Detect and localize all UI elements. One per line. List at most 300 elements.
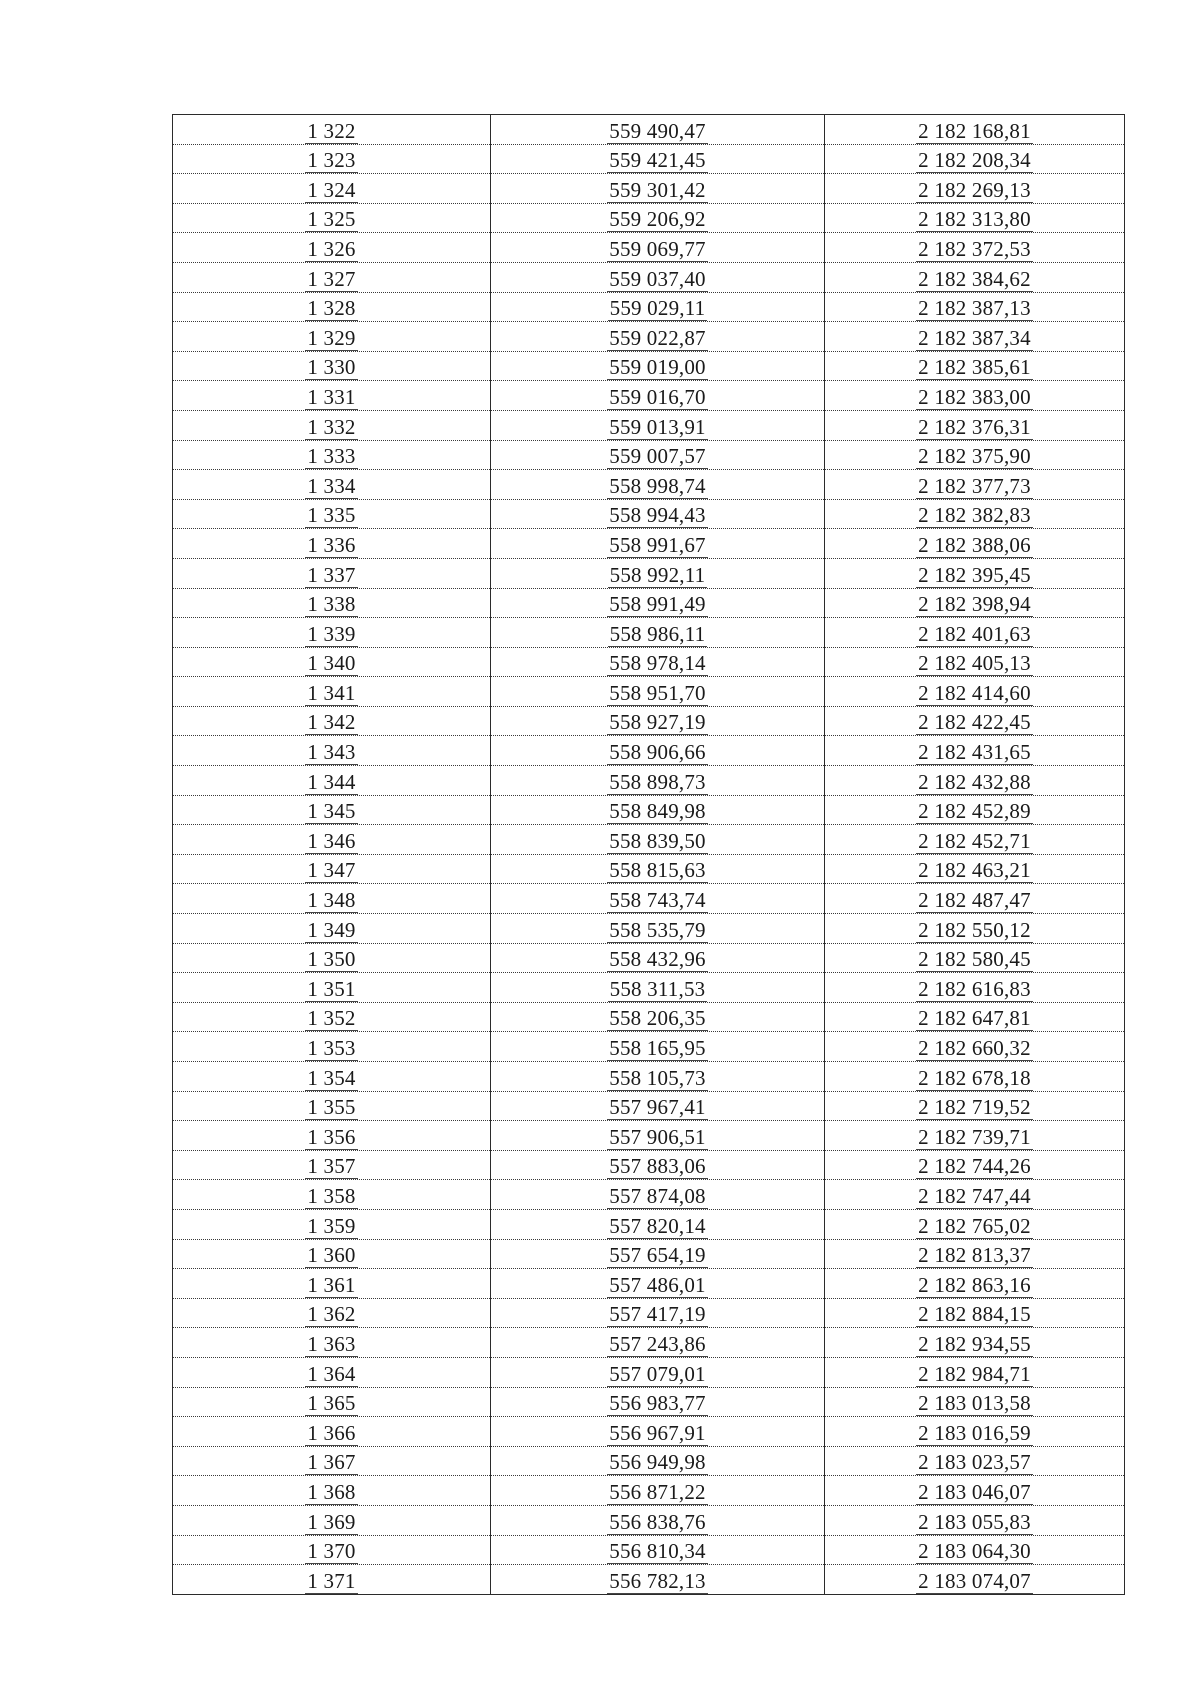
x-coordinate-cell <box>491 262 825 292</box>
cell-text: 2 182 422,45 <box>918 710 1031 735</box>
cell-text: 2 182 487,47 <box>918 888 1031 913</box>
cell-text: 559 490,47 <box>609 118 706 143</box>
table-row <box>173 1150 1125 1180</box>
x-coordinate-cell <box>491 914 825 944</box>
point-number-cell <box>173 233 491 263</box>
cell-text: 557 243,86 <box>609 1331 706 1356</box>
table-row <box>173 706 1125 736</box>
x-coordinate-cell <box>491 825 825 855</box>
y-coordinate-cell <box>825 529 1125 559</box>
table-row <box>173 914 1125 944</box>
point-number-cell <box>173 1446 491 1476</box>
point-number-cell <box>173 351 491 381</box>
y-coordinate-cell <box>825 854 1125 884</box>
table-row <box>173 1209 1125 1239</box>
cell-text: 1 326 <box>307 236 356 261</box>
y-coordinate-cell <box>825 736 1125 766</box>
cell-text: 559 029,11 <box>609 296 706 321</box>
cell-text: 1 337 <box>307 562 356 587</box>
cell-text: 1 366 <box>307 1420 356 1445</box>
point-number-cell <box>173 1387 491 1417</box>
x-coordinate-cell <box>491 736 825 766</box>
point-number-cell <box>173 706 491 736</box>
cell-text: 1 364 <box>307 1361 356 1386</box>
y-coordinate-cell <box>825 558 1125 588</box>
cell-text: 2 183 055,83 <box>918 1509 1031 1534</box>
cell-text: 1 352 <box>307 1006 356 1031</box>
cell-text: 1 342 <box>307 710 356 735</box>
x-coordinate-cell <box>491 588 825 618</box>
x-coordinate-cell <box>491 1150 825 1180</box>
y-coordinate-cell <box>825 1328 1125 1358</box>
cell-text: 2 182 647,81 <box>918 1006 1031 1031</box>
cell-text: 1 324 <box>307 177 356 202</box>
cell-text: 2 182 463,21 <box>918 858 1031 883</box>
x-coordinate-cell <box>491 1209 825 1239</box>
table-row <box>173 1357 1125 1387</box>
cell-text: 1 338 <box>307 592 356 617</box>
y-coordinate-cell <box>825 1417 1125 1447</box>
cell-text: 2 182 208,34 <box>918 148 1031 173</box>
x-coordinate-cell <box>491 529 825 559</box>
table-row <box>173 647 1125 677</box>
point-number-cell <box>173 203 491 233</box>
cell-text: 1 361 <box>307 1272 356 1297</box>
x-coordinate-cell <box>491 795 825 825</box>
table-row <box>173 1387 1125 1417</box>
cell-text: 1 362 <box>307 1302 356 1327</box>
table-row <box>173 1121 1125 1151</box>
table-row <box>173 470 1125 500</box>
table-row <box>173 1032 1125 1062</box>
cell-text: 1 325 <box>307 207 356 232</box>
x-coordinate-cell <box>491 1417 825 1447</box>
x-coordinate-cell <box>491 322 825 352</box>
cell-text: 2 182 550,12 <box>918 917 1031 942</box>
table-row <box>173 1535 1125 1565</box>
x-coordinate-cell <box>491 943 825 973</box>
cell-text: 556 810,34 <box>609 1539 706 1564</box>
cell-text: 2 182 168,81 <box>918 118 1031 143</box>
cell-text: 2 182 660,32 <box>918 1036 1031 1060</box>
cell-text: 559 022,87 <box>609 325 706 350</box>
x-coordinate-cell <box>491 1476 825 1506</box>
cell-text: 558 839,50 <box>609 828 706 853</box>
x-coordinate-cell <box>491 1505 825 1535</box>
x-coordinate-cell <box>491 351 825 381</box>
cell-text: 558 743,74 <box>609 888 706 913</box>
cell-text: 556 983,77 <box>609 1391 706 1416</box>
cell-text: 557 874,08 <box>609 1183 706 1208</box>
point-number-cell <box>173 588 491 618</box>
point-number-cell <box>173 115 491 145</box>
x-coordinate-cell <box>491 1032 825 1062</box>
y-coordinate-cell <box>825 1505 1125 1535</box>
cell-text: 1 345 <box>307 799 356 824</box>
cell-text: 1 368 <box>307 1479 356 1504</box>
cell-text: 1 356 <box>307 1124 356 1149</box>
point-number-cell <box>173 1032 491 1062</box>
cell-text: 1 365 <box>307 1391 356 1416</box>
cell-text: 2 182 884,15 <box>918 1302 1031 1327</box>
table-row <box>173 1446 1125 1476</box>
table-row <box>173 1091 1125 1121</box>
cell-text: 1 333 <box>307 444 356 469</box>
table-row <box>173 381 1125 411</box>
table-row <box>173 1269 1125 1299</box>
cell-text: 1 351 <box>307 976 356 1001</box>
x-coordinate-cell <box>491 1269 825 1299</box>
x-coordinate-cell <box>491 1002 825 1032</box>
cell-text: 1 334 <box>307 473 356 498</box>
table-row <box>173 1328 1125 1358</box>
point-number-cell <box>173 1328 491 1358</box>
point-number-cell <box>173 1091 491 1121</box>
table-row <box>173 884 1125 914</box>
point-number-cell <box>173 470 491 500</box>
cell-text: 1 335 <box>307 503 356 528</box>
table-row <box>173 854 1125 884</box>
table-row <box>173 499 1125 529</box>
cell-text: 2 182 580,45 <box>918 947 1031 972</box>
point-number-cell <box>173 1505 491 1535</box>
point-number-cell <box>173 499 491 529</box>
cell-text: 2 182 377,73 <box>918 473 1031 498</box>
y-coordinate-cell <box>825 1269 1125 1299</box>
cell-text: 2 182 747,44 <box>918 1183 1031 1208</box>
x-coordinate-cell <box>491 499 825 529</box>
point-number-cell <box>173 1150 491 1180</box>
y-coordinate-cell <box>825 440 1125 470</box>
cell-text: 2 182 401,63 <box>918 621 1031 646</box>
x-coordinate-cell <box>491 144 825 174</box>
y-coordinate-cell <box>825 499 1125 529</box>
x-coordinate-cell <box>491 440 825 470</box>
point-number-cell <box>173 144 491 174</box>
cell-text: 556 782,13 <box>609 1568 706 1593</box>
cell-text: 1 322 <box>307 118 356 143</box>
table-row <box>173 144 1125 174</box>
x-coordinate-cell <box>491 1328 825 1358</box>
x-coordinate-cell <box>491 884 825 914</box>
x-coordinate-cell <box>491 1239 825 1269</box>
table-row <box>173 766 1125 796</box>
point-number-cell <box>173 529 491 559</box>
x-coordinate-cell <box>491 1298 825 1328</box>
cell-text: 1 359 <box>307 1213 356 1238</box>
table-row <box>173 529 1125 559</box>
cell-text: 559 301,42 <box>609 177 706 202</box>
table-row <box>173 1565 1125 1595</box>
table-row <box>173 1298 1125 1328</box>
point-number-cell <box>173 262 491 292</box>
table-row <box>173 588 1125 618</box>
y-coordinate-cell <box>825 1032 1125 1062</box>
table-row <box>173 203 1125 233</box>
cell-text: 1 370 <box>307 1539 356 1564</box>
cell-text: 558 898,73 <box>609 769 706 794</box>
cell-text: 558 311,53 <box>609 976 706 1001</box>
cell-text: 559 007,57 <box>609 444 706 469</box>
cell-text: 2 182 385,61 <box>918 355 1031 380</box>
cell-text: 2 182 375,90 <box>918 444 1031 469</box>
point-number-cell <box>173 1417 491 1447</box>
cell-text: 1 330 <box>307 355 356 380</box>
table-row <box>173 115 1125 145</box>
cell-text: 2 183 074,07 <box>918 1568 1031 1593</box>
cell-text: 557 906,51 <box>609 1124 706 1149</box>
y-coordinate-cell <box>825 470 1125 500</box>
cell-text: 557 967,41 <box>609 1095 706 1120</box>
table-row <box>173 440 1125 470</box>
cell-text: 2 182 616,83 <box>918 976 1031 1001</box>
point-number-cell <box>173 174 491 204</box>
y-coordinate-cell <box>825 1535 1125 1565</box>
cell-text: 558 432,96 <box>609 947 706 972</box>
cell-text: 2 182 431,65 <box>918 740 1031 765</box>
cell-text: 2 182 398,94 <box>918 592 1031 617</box>
cell-text: 558 992,11 <box>609 562 706 587</box>
point-number-cell <box>173 1002 491 1032</box>
table-row <box>173 1180 1125 1210</box>
point-number-cell <box>173 825 491 855</box>
y-coordinate-cell <box>825 795 1125 825</box>
cell-text: 558 849,98 <box>609 799 706 824</box>
cell-text: 559 206,92 <box>609 207 706 232</box>
y-coordinate-cell <box>825 766 1125 796</box>
cell-text: 2 183 064,30 <box>918 1539 1031 1564</box>
cell-text: 559 037,40 <box>609 266 706 291</box>
point-number-cell <box>173 1535 491 1565</box>
cell-text: 2 182 765,02 <box>918 1213 1031 1238</box>
x-coordinate-cell <box>491 1446 825 1476</box>
cell-text: 2 182 452,71 <box>918 828 1031 853</box>
point-number-cell <box>173 1476 491 1506</box>
x-coordinate-cell <box>491 706 825 736</box>
y-coordinate-cell <box>825 410 1125 440</box>
x-coordinate-cell <box>491 1387 825 1417</box>
y-coordinate-cell <box>825 1357 1125 1387</box>
x-coordinate-cell <box>491 1535 825 1565</box>
cell-text: 558 206,35 <box>609 1006 706 1031</box>
x-coordinate-cell <box>491 292 825 322</box>
cell-text: 2 183 046,07 <box>918 1479 1031 1504</box>
x-coordinate-cell <box>491 115 825 145</box>
cell-text: 2 182 383,00 <box>918 384 1031 409</box>
cell-text: 1 357 <box>307 1154 356 1179</box>
y-coordinate-cell <box>825 115 1125 145</box>
cell-text: 1 347 <box>307 858 356 883</box>
x-coordinate-cell <box>491 174 825 204</box>
y-coordinate-cell <box>825 1565 1125 1595</box>
cell-text: 2 182 395,45 <box>918 562 1031 587</box>
point-number-cell <box>173 914 491 944</box>
cell-text: 2 182 934,55 <box>918 1331 1031 1356</box>
coordinates-table-body <box>173 115 1125 1595</box>
point-number-cell <box>173 381 491 411</box>
point-number-cell <box>173 1357 491 1387</box>
cell-text: 1 329 <box>307 325 356 350</box>
cell-text: 2 182 863,16 <box>918 1272 1031 1297</box>
cell-text: 2 182 376,31 <box>918 414 1031 439</box>
cell-text: 558 927,19 <box>609 710 706 735</box>
y-coordinate-cell <box>825 1062 1125 1092</box>
cell-text: 1 332 <box>307 414 356 439</box>
cell-text: 556 967,91 <box>609 1420 706 1445</box>
cell-text: 558 986,11 <box>609 621 706 646</box>
x-coordinate-cell <box>491 381 825 411</box>
table-row <box>173 351 1125 381</box>
table-row <box>173 1239 1125 1269</box>
table-row <box>173 1062 1125 1092</box>
x-coordinate-cell <box>491 203 825 233</box>
y-coordinate-cell <box>825 588 1125 618</box>
point-number-cell <box>173 1298 491 1328</box>
cell-text: 1 341 <box>307 680 356 705</box>
cell-text: 2 182 313,80 <box>918 207 1031 232</box>
point-number-cell <box>173 647 491 677</box>
point-number-cell <box>173 1062 491 1092</box>
cell-text: 2 182 414,60 <box>918 680 1031 705</box>
point-number-cell <box>173 292 491 322</box>
point-number-cell <box>173 322 491 352</box>
cell-text: 556 949,98 <box>609 1450 706 1475</box>
cell-text: 558 978,14 <box>609 651 706 676</box>
cell-text: 1 349 <box>307 917 356 942</box>
y-coordinate-cell <box>825 1209 1125 1239</box>
cell-text: 557 417,19 <box>609 1302 706 1327</box>
point-number-cell <box>173 736 491 766</box>
y-coordinate-cell <box>825 1476 1125 1506</box>
y-coordinate-cell <box>825 1298 1125 1328</box>
point-number-cell <box>173 943 491 973</box>
cell-text: 2 183 023,57 <box>918 1450 1031 1475</box>
point-number-cell <box>173 1565 491 1595</box>
x-coordinate-cell <box>491 647 825 677</box>
cell-text: 2 182 372,53 <box>918 236 1031 261</box>
cell-text: 557 883,06 <box>609 1154 706 1179</box>
cell-text: 2 182 405,13 <box>918 651 1031 676</box>
coordinates-table <box>172 114 1125 1595</box>
y-coordinate-cell <box>825 706 1125 736</box>
table-row <box>173 618 1125 648</box>
cell-text: 558 906,66 <box>609 740 706 765</box>
y-coordinate-cell <box>825 292 1125 322</box>
cell-text: 2 182 984,71 <box>918 1361 1031 1386</box>
cell-text: 1 363 <box>307 1331 356 1356</box>
y-coordinate-cell <box>825 943 1125 973</box>
point-number-cell <box>173 440 491 470</box>
cell-text: 1 353 <box>307 1036 356 1060</box>
point-number-cell <box>173 795 491 825</box>
x-coordinate-cell <box>491 1062 825 1092</box>
cell-text: 559 069,77 <box>609 236 706 261</box>
table-row <box>173 943 1125 973</box>
cell-text: 558 998,74 <box>609 473 706 498</box>
cell-text: 556 871,22 <box>609 1479 706 1504</box>
cell-text: 1 369 <box>307 1509 356 1534</box>
cell-text: 559 421,45 <box>609 148 706 173</box>
y-coordinate-cell <box>825 825 1125 855</box>
point-number-cell <box>173 1180 491 1210</box>
point-number-cell <box>173 677 491 707</box>
cell-text: 1 340 <box>307 651 356 676</box>
cell-text: 2 182 384,62 <box>918 266 1031 291</box>
x-coordinate-cell <box>491 973 825 1003</box>
cell-text: 1 343 <box>307 740 356 765</box>
x-coordinate-cell <box>491 470 825 500</box>
cell-text: 1 348 <box>307 888 356 913</box>
cell-text: 559 013,91 <box>609 414 706 439</box>
y-coordinate-cell <box>825 1121 1125 1151</box>
cell-text: 2 182 388,06 <box>918 532 1031 557</box>
x-coordinate-cell <box>491 766 825 796</box>
point-number-cell <box>173 884 491 914</box>
cell-text: 558 535,79 <box>609 917 706 942</box>
table-row <box>173 410 1125 440</box>
y-coordinate-cell <box>825 203 1125 233</box>
cell-text: 557 079,01 <box>609 1361 706 1386</box>
y-coordinate-cell <box>825 973 1125 1003</box>
cell-text: 558 815,63 <box>609 858 706 883</box>
cell-text: 558 994,43 <box>609 503 706 528</box>
cell-text: 559 019,00 <box>609 355 706 380</box>
table-row <box>173 558 1125 588</box>
cell-text: 2 182 452,89 <box>918 799 1031 824</box>
cell-text: 1 350 <box>307 947 356 972</box>
point-number-cell <box>173 1209 491 1239</box>
point-number-cell <box>173 558 491 588</box>
x-coordinate-cell <box>491 1091 825 1121</box>
x-coordinate-cell <box>491 618 825 648</box>
x-coordinate-cell <box>491 1565 825 1595</box>
cell-text: 557 820,14 <box>609 1213 706 1238</box>
y-coordinate-cell <box>825 677 1125 707</box>
cell-text: 2 182 269,13 <box>918 177 1031 202</box>
point-number-cell <box>173 973 491 1003</box>
cell-text: 1 323 <box>307 148 356 173</box>
y-coordinate-cell <box>825 262 1125 292</box>
cell-text: 1 371 <box>307 1568 356 1593</box>
cell-text: 557 654,19 <box>609 1243 706 1268</box>
x-coordinate-cell <box>491 410 825 440</box>
table-row <box>173 825 1125 855</box>
cell-text: 1 360 <box>307 1243 356 1268</box>
cell-text: 1 346 <box>307 828 356 853</box>
y-coordinate-cell <box>825 351 1125 381</box>
table-row <box>173 795 1125 825</box>
point-number-cell <box>173 1121 491 1151</box>
cell-text: 2 182 813,37 <box>918 1243 1031 1268</box>
cell-text: 1 339 <box>307 621 356 646</box>
y-coordinate-cell <box>825 144 1125 174</box>
cell-text: 2 182 387,34 <box>918 325 1031 350</box>
y-coordinate-cell <box>825 1150 1125 1180</box>
point-number-cell <box>173 1239 491 1269</box>
cell-text: 1 358 <box>307 1183 356 1208</box>
y-coordinate-cell <box>825 381 1125 411</box>
table-row <box>173 677 1125 707</box>
cell-text: 559 016,70 <box>609 384 706 409</box>
cell-text: 1 327 <box>307 266 356 291</box>
table-row <box>173 174 1125 204</box>
cell-text: 1 328 <box>307 296 356 321</box>
table-row <box>173 736 1125 766</box>
cell-text: 558 991,67 <box>609 532 706 557</box>
x-coordinate-cell <box>491 1357 825 1387</box>
cell-text: 558 105,73 <box>609 1065 706 1090</box>
cell-text: 558 991,49 <box>609 592 706 617</box>
